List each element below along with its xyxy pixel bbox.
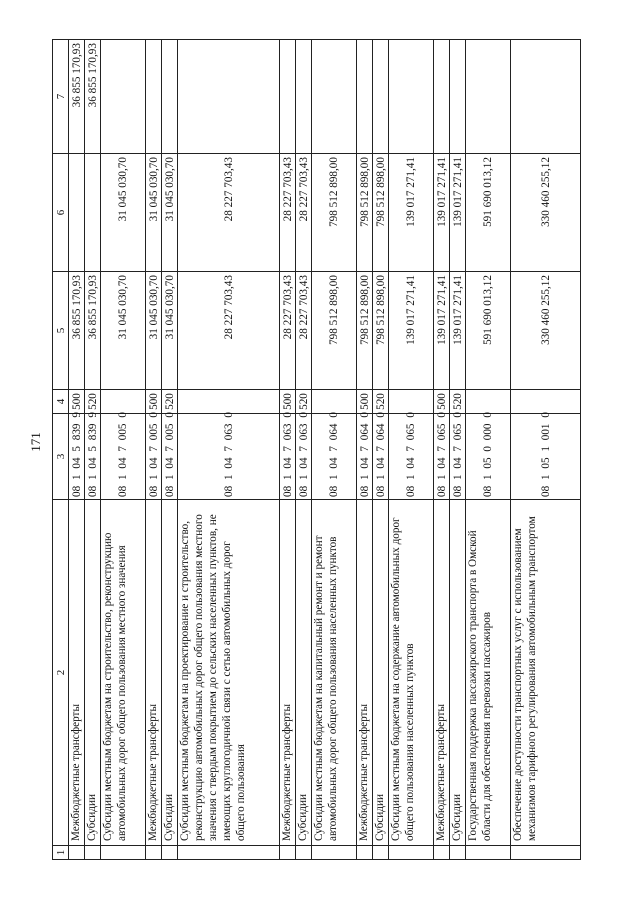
row-col-7: [357, 40, 373, 154]
row-name: Межбюджетные трансферты: [357, 500, 373, 846]
table-row: [450, 40, 466, 860]
row-name: Субсидии местным бюджетам на содержание автомобильных дорог общего пользования населенных пунктов: [389, 500, 434, 846]
row-code: 08 1 04 7 065 0: [389, 414, 434, 500]
header-col-7: 7: [53, 40, 69, 154]
row-number-cell: [178, 846, 280, 860]
table-row: [357, 40, 373, 860]
table-row: [101, 40, 146, 860]
row-code: 08 1 04 7 064 0: [373, 414, 389, 500]
page-number: 171: [28, 432, 43, 452]
row-expense-type: 500: [69, 390, 85, 414]
row-col-5: 798 512 898,00: [373, 272, 389, 390]
header-col-5: 5: [53, 272, 69, 390]
row-col-7: [450, 40, 466, 154]
row-name: Субсидии местным бюджетам на проектирование и строительство, реконструкцию автомобильных дорог общего пользования местного значения с твердым покрытием до сельских населенных пунктов, не имеющих круглогодичной связи с сетью автомобильных дорог общего пользования: [178, 500, 280, 846]
table-row: [466, 40, 511, 860]
row-col-6: 139 017 271,41: [434, 154, 450, 272]
row-col-5: 798 512 898,00: [312, 272, 357, 390]
table-row: [511, 40, 581, 860]
row-expense-type: [466, 390, 511, 414]
row-col-5: 31 045 030,70: [101, 272, 146, 390]
row-code: 08 1 04 7 063 0: [280, 414, 296, 500]
row-expense-type: 520: [450, 390, 466, 414]
row-col-7: [280, 40, 296, 154]
row-col-7: 36 855 170,93: [69, 40, 85, 154]
row-col-6: 798 512 898,00: [357, 154, 373, 272]
header-col-4: 4: [53, 390, 69, 414]
table-row: [69, 40, 85, 860]
row-col-5: 28 227 703,43: [178, 272, 280, 390]
row-col-5: 28 227 703,43: [280, 272, 296, 390]
row-expense-type: 500: [280, 390, 296, 414]
row-number-cell: [373, 846, 389, 860]
row-col-6: 139 017 271,41: [389, 154, 434, 272]
table-row: [162, 40, 178, 860]
row-col-6: 28 227 703,43: [280, 154, 296, 272]
row-expense-type: [178, 390, 280, 414]
row-col-6: 31 045 030,70: [162, 154, 178, 272]
row-col-5: 330 460 255,12: [511, 272, 581, 390]
row-name: Субсидии: [373, 500, 389, 846]
row-code: 08 1 04 7 065 0: [434, 414, 450, 500]
row-number-cell: [312, 846, 357, 860]
row-code: 08 1 04 5 839 9: [85, 414, 101, 500]
row-col-7: [511, 40, 581, 154]
row-expense-type: 500: [357, 390, 373, 414]
row-code: 08 1 04 7 064 0: [312, 414, 357, 500]
row-code: 08 1 04 5 839 9: [69, 414, 85, 500]
row-code: 08 1 04 7 064 0: [357, 414, 373, 500]
row-expense-type: 500: [146, 390, 162, 414]
row-col-6: 798 512 898,00: [312, 154, 357, 272]
row-col-5: 139 017 271,41: [450, 272, 466, 390]
row-number-cell: [466, 846, 511, 860]
table-row: [312, 40, 357, 860]
row-number-cell: [511, 846, 581, 860]
row-code: 08 1 04 7 005 0: [162, 414, 178, 500]
row-col-7: 36 855 170,93: [85, 40, 101, 154]
row-name: Государственная поддержка пассажирского транспорта в Омской области для обеспечения перевозки пассажиров: [466, 500, 511, 846]
row-col-7: [162, 40, 178, 154]
row-code: 08 1 04 7 005 0: [146, 414, 162, 500]
row-number-cell: [357, 846, 373, 860]
row-col-7: [466, 40, 511, 154]
row-col-5: 139 017 271,41: [434, 272, 450, 390]
row-col-5: 36 855 170,93: [69, 272, 85, 390]
row-col-6: [85, 154, 101, 272]
row-code: 08 1 04 7 063 0: [178, 414, 280, 500]
row-col-6: [69, 154, 85, 272]
row-col-6: 591 690 013,12: [466, 154, 511, 272]
row-col-5: 798 512 898,00: [357, 272, 373, 390]
row-expense-type: [101, 390, 146, 414]
row-number-cell: [146, 846, 162, 860]
row-col-6: 798 512 898,00: [373, 154, 389, 272]
row-col-5: 28 227 703,43: [296, 272, 312, 390]
row-col-7: [373, 40, 389, 154]
row-expense-type: 520: [373, 390, 389, 414]
table-row: [373, 40, 389, 860]
header-col-3: 3: [53, 414, 69, 500]
budget-table-container: [52, 40, 612, 860]
row-col-7: [146, 40, 162, 154]
row-code: 08 1 04 7 005 0: [101, 414, 146, 500]
row-col-7: [312, 40, 357, 154]
row-col-5: 139 017 271,41: [389, 272, 434, 390]
row-name: Межбюджетные трансферты: [434, 500, 450, 846]
row-code: 08 1 05 0 000 0: [466, 414, 511, 500]
table-row: [434, 40, 450, 860]
row-expense-type: 520: [85, 390, 101, 414]
row-name: Межбюджетные трансферты: [146, 500, 162, 846]
row-name: Субсидии местным бюджетам на строительство, реконструкцию автомобильных дорог общего пользования местного значения: [101, 500, 146, 846]
row-number-cell: [296, 846, 312, 860]
row-col-6: 28 227 703,43: [178, 154, 280, 272]
row-col-7: [389, 40, 434, 154]
table-row: [280, 40, 296, 860]
row-expense-type: [511, 390, 581, 414]
row-name: Субсидии местным бюджетам на капитальный ремонт и ремонт автомобильных дорог общего пользования населенных пунктов: [312, 500, 357, 846]
row-number-cell: [162, 846, 178, 860]
row-name: Обеспечение доступности транспортных услуг с использованием механизмов тарифного регулирования автомобильным транспортом: [511, 500, 581, 846]
row-expense-type: [389, 390, 434, 414]
row-col-5: 36 855 170,93: [85, 272, 101, 390]
row-col-5: 31 045 030,70: [162, 272, 178, 390]
row-name: Межбюджетные трансферты: [69, 500, 85, 846]
table-row: [85, 40, 101, 860]
row-number-cell: [434, 846, 450, 860]
row-name: Субсидии: [296, 500, 312, 846]
row-col-6: 139 017 271,41: [450, 154, 466, 272]
row-name: Субсидии: [162, 500, 178, 846]
row-col-7: [434, 40, 450, 154]
row-col-5: 591 690 013,12: [466, 272, 511, 390]
row-code: 08 1 04 7 063 0: [296, 414, 312, 500]
row-col-5: 31 045 030,70: [146, 272, 162, 390]
row-col-7: [296, 40, 312, 154]
row-number-cell: [69, 846, 85, 860]
row-number-cell: [280, 846, 296, 860]
row-col-6: 31 045 030,70: [146, 154, 162, 272]
header-row: [53, 40, 69, 860]
header-col-1: 1: [53, 846, 69, 860]
row-expense-type: 520: [296, 390, 312, 414]
row-number-cell: [85, 846, 101, 860]
row-col-6: 330 460 255,12: [511, 154, 581, 272]
row-code: 08 1 04 7 065 0: [450, 414, 466, 500]
row-name: Субсидии: [85, 500, 101, 846]
row-col-7: [101, 40, 146, 154]
budget-table: [52, 39, 581, 860]
row-col-7: [178, 40, 280, 154]
table-row: [389, 40, 434, 860]
row-name: Субсидии: [450, 500, 466, 846]
row-name: Межбюджетные трансферты: [280, 500, 296, 846]
header-col-2: 2: [53, 500, 69, 846]
row-expense-type: 500: [434, 390, 450, 414]
row-code: 08 1 05 1 001 0: [511, 414, 581, 500]
header-col-6: 6: [53, 154, 69, 272]
table-row: [296, 40, 312, 860]
row-col-6: 31 045 030,70: [101, 154, 146, 272]
table-row: [146, 40, 162, 860]
row-expense-type: 520: [162, 390, 178, 414]
row-number-cell: [101, 846, 146, 860]
row-number-cell: [389, 846, 434, 860]
row-expense-type: [312, 390, 357, 414]
row-col-6: 28 227 703,43: [296, 154, 312, 272]
table-row: [178, 40, 280, 860]
row-number-cell: [450, 846, 466, 860]
